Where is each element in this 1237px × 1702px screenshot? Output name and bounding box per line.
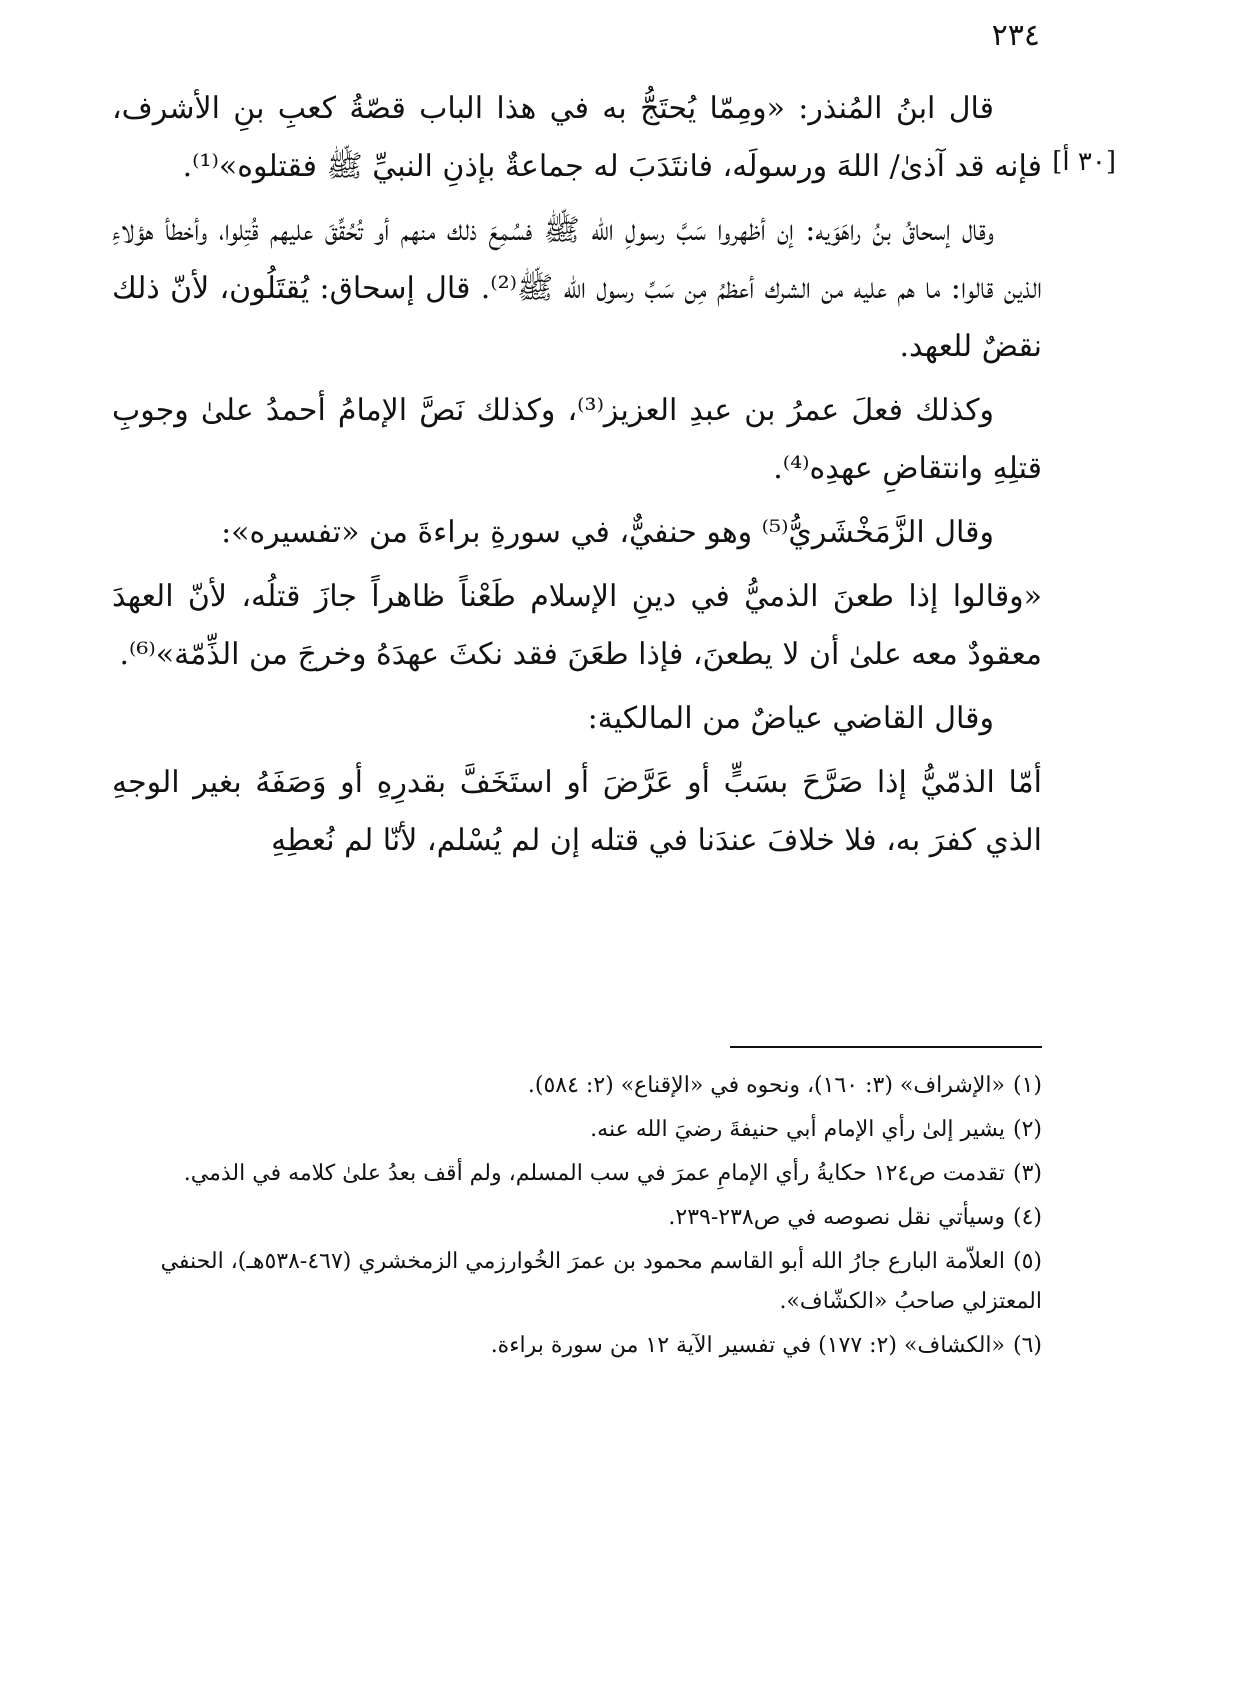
- footnote-text: تقدمت ص١٢٤ حكايةُ رأي الإمامِ عمرَ في سب المسلم، ولم أقف بعدُ علىٰ كلامه في الذمي.: [183, 1161, 1005, 1186]
- paragraph-zamakhshari-quote: «وقالوا إذا طعنَ الذميُّ في دينِ الإسلام طَعْناً ظاهراً جازَ قتلُه، لأنّ العهدَ معقودٌ معه علىٰ أن لا يطعنَ، فإذا طعَنَ فقد نكثَ عهدَهُ وخرجَ من الذِّمّة»⁽⁶⁾.: [112, 579, 1042, 672]
- footnote-number: (٦): [1012, 1333, 1042, 1358]
- footnote-text: يشير إلىٰ رأي الإمام أبي حنيفةَ رضيَ الله عنه.: [590, 1117, 1005, 1142]
- footnote-separator: [730, 1046, 1042, 1048]
- footnote-number: (٤): [1012, 1205, 1042, 1230]
- footnote-item: [112, 1242, 1042, 1322]
- footnote-number: (٥): [1012, 1249, 1042, 1274]
- paragraph-qadi-iyad-intro: وقال القاضي عياضٌ من المالكية:: [587, 701, 994, 736]
- footnote-text: «الكشاف» (٢: ١٧٧) في تفسير الآية ١٢ من سورة براءة.: [490, 1333, 1005, 1358]
- footnote-text: وسيأتي نقل نصوصه في ص٢٣٨-٢٣٩.: [668, 1205, 1005, 1230]
- footnotes: [112, 1066, 1042, 1370]
- main-text: [112, 80, 1042, 876]
- footnote-item: [112, 1110, 1042, 1150]
- footnote-number: (١): [1012, 1073, 1042, 1098]
- footnote-item: [112, 1154, 1042, 1194]
- paragraph-zamakhshari-intro: وقال الزَّمَخْشَريُّ⁽⁵⁾ وهو حنفيٌّ، في سورةِ براءةَ من «تفسيره»:: [221, 515, 994, 550]
- paragraph-umar: وكذلك فعلَ عمرُ بن عبدِ العزيز⁽³⁾، وكذلك نَصَّ الإمامُ أحمدُ علىٰ وجوبِ قتلِهِ وانتقاضِ عهدِه⁽⁴⁾.: [112, 393, 1042, 486]
- footnote-number: (٣): [1012, 1161, 1042, 1186]
- page-number: ٢٣٤: [991, 18, 1040, 53]
- paragraph-qadi-iyad-quote: أمّا الذمّيُّ إذا صَرَّحَ بسَبٍّ أو عَرَّضَ أو استَخَفَّ بقدرِهِ أو وَصَفَهُ بغير الوجهِ الذي كفرَ به، فلا خلافَ عندَنا في قتله إن لم يُسْلم، لأنّا لم نُعطِهِ: [112, 765, 1042, 858]
- footnote-item: [112, 1326, 1042, 1366]
- footnote-item: [112, 1198, 1042, 1238]
- paragraph-ibn-al-mundhir: قال ابنُ المُنذر: «ومِمّا يُحتَجُّ به في هذا الباب قصّةُ كعبِ بنِ الأشرف، فإنه قد آذىٰ/ اللهَ ورسولَه، فانتَدَبَ له جماعةٌ بإذنِ النبيِّ ﷺ فقتلوه»⁽¹⁾.: [112, 91, 1042, 184]
- footnote-text: «الإشراف» (٣: ١٦٠)، ونحوه في «الإقناع» (٢: ٥٨٤).: [527, 1073, 1005, 1098]
- footnote-item: [112, 1066, 1042, 1106]
- footnote-text: العلاّمة البارع جارُ الله أبو القاسم محمود بن عمرَ الخُوارزمي الزمخشري (٤٦٧-٥٣٨هـ)، الحنفي المعتزلي صاحبُ «الكشّاف».: [160, 1249, 1042, 1314]
- paragraph-ishaq: وقال إسحاقُ بنُ راهَوَيه: إن أظهروا سَبَّ رسولِ الله ﷺ فسُمِعَ ذلك منهم أو تُحُقِّقَ عليهم قُتِلوا، وأخطأ هؤلاءِ الذين قالوا: ما هم عليه من الشرك أعظمُ مِن سَبِّ رسول الله ﷺ⁽²⁾. قال إسحاق: يُقتَلُون، لأنّ ذلك نقضٌ للعهد.: [112, 213, 1042, 364]
- footnote-number: (٢): [1012, 1117, 1042, 1142]
- margin-folio-reference: [٣٠ أ]: [1052, 147, 1116, 177]
